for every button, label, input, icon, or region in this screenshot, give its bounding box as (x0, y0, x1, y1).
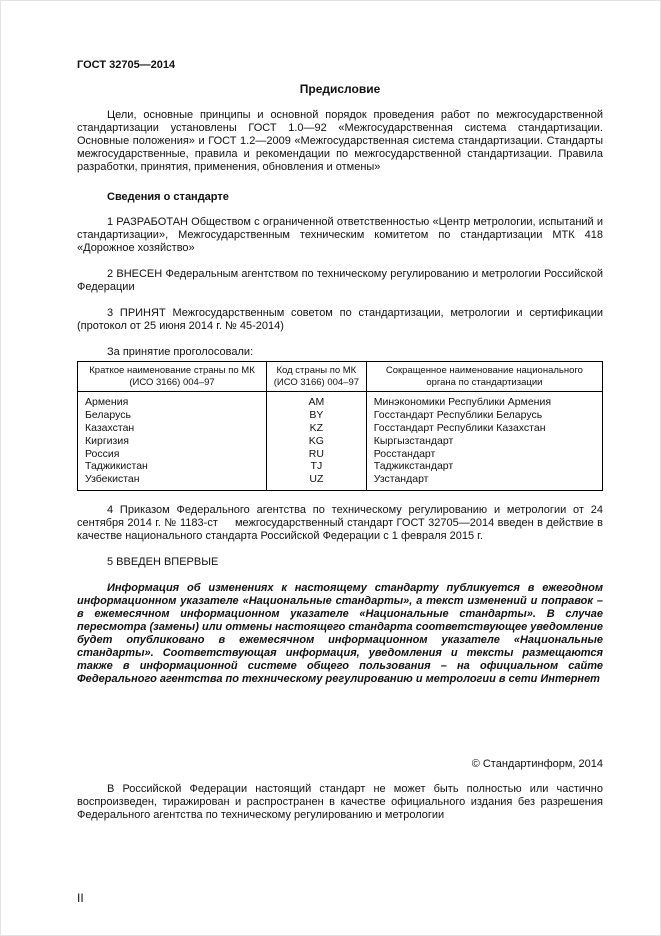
org-cell: Госстандарт Республики Казахстан (366, 422, 602, 435)
table-row (78, 448, 603, 461)
table-header-row (78, 361, 603, 392)
country-cell: Россия (78, 448, 267, 461)
copyright-line: © Стандартинформ, 2014 (471, 757, 603, 770)
code-cell: AM (267, 392, 367, 409)
org-cell: Таджикстандарт (366, 460, 602, 473)
table-row (78, 409, 603, 422)
table-row (78, 460, 603, 473)
country-cell: Казахстан (78, 422, 267, 435)
country-cell: Беларусь (78, 409, 267, 422)
code-cell: KG (267, 435, 367, 448)
table-row (78, 435, 603, 448)
table-row (78, 392, 603, 409)
code-cell: KZ (267, 422, 367, 435)
table-row (78, 422, 603, 435)
voting-lead: За принятие проголосовали: (107, 345, 254, 358)
voting-table (77, 361, 603, 491)
standard-info-heading: Сведения о стандарте (107, 190, 229, 203)
code-cell: BY (267, 409, 367, 422)
foreword-item-3: 3 ПРИНЯТ Межгосударственным советом по стандартизации, метрологии и сертификации (протокол от 25 июня 2014 г. № 45-2014) (77, 306, 603, 332)
country-cell: Таджикистан (78, 460, 267, 473)
table-row (78, 473, 603, 490)
page-title: Предисловие (299, 82, 381, 96)
table-header-code: Код страны по МК (ИСО 3166) 004–97 (267, 361, 367, 392)
foreword-item-4: 4 Приказом Федерального агентства по техническому регулированию и метрологии от 24 сентября 2014 г. № 1183-ст межгосударственный стандарт ГОСТ 32705—2014 введен в действие в качестве национального стандарта Российской Федерации с 1 февраля 2015 г. (77, 503, 603, 542)
org-cell: Росстандарт (366, 448, 602, 461)
code-cell: UZ (267, 473, 367, 490)
amendment-note: Информация об изменениях к настоящему стандарту публикуется в ежегодном информационном указателе «Национальные стандарты», а текст изменений и поправок – в ежемесячном информационном указателе «Национальные стандарты». В случае пересмотра (замены) или отмены настоящего стандарта соответствующее уведомление будет опубликовано в ежемесячном информационном указателе «Национальные стандарты». Соответствующая информация, уведомления и тексты размещаются также в информационной системе общего пользования – на официальном сайте Федерального агентства по техническому регулированию и метрологии в сети Интернет (77, 581, 603, 685)
table-header-country: Краткое наименование страны по МК (ИСО 3166) 004–97 (78, 361, 267, 392)
org-cell: Кыргызстандарт (366, 435, 602, 448)
restriction-paragraph: В Российской Федерации настоящий стандарт не может быть полностью или частично воспроизведен, тиражирован и распространен в качестве официального издания без разрешения Федерального агентства по техническому регулированию и метрологии (77, 782, 603, 821)
document-number: ГОСТ 32705—2014 (77, 59, 176, 71)
org-cell: Узстандарт (366, 473, 602, 490)
country-cell: Армения (78, 392, 267, 409)
page-number: II (77, 891, 84, 905)
table-header-org: Сокращенное наименование национального органа по стандартизации (366, 361, 602, 392)
foreword-item-1: 1 РАЗРАБОТАН Обществом с ограниченной ответственностью «Центр метрологии, испытаний и стандартизации», Межгосударственным техническим комитетом по стандартизации МТК 418 «Дорожное хозяйство» (77, 215, 603, 254)
code-cell: RU (267, 448, 367, 461)
country-cell: Киргизия (78, 435, 267, 448)
org-cell: Госстандарт Республики Беларусь (366, 409, 602, 422)
code-cell: TJ (267, 460, 367, 473)
foreword-item-2: 2 ВНЕСЕН Федеральным агентством по техническому регулированию и метрологии Российской Федерации (77, 267, 603, 293)
country-cell: Узбекистан (78, 473, 267, 490)
intro-paragraph: Цели, основные принципы и основной порядок проведения работ по межгосударственной стандартизации установлены ГОСТ 1.0—92 «Межгосударственная система стандартизации. Основные положения» и ГОСТ 1.2—2009 «Межгосударственная система стандартизации. Стандарты межгосударственные, правила и рекомендации по межгосударственной стандартизации. Правила разработки, принятия, применения, обновления и отмены» (77, 109, 603, 173)
org-cell: Минэкономики Республики Армения (366, 392, 602, 409)
foreword-item-5: 5 ВВЕДЕН ВПЕРВЫЕ (107, 555, 219, 568)
